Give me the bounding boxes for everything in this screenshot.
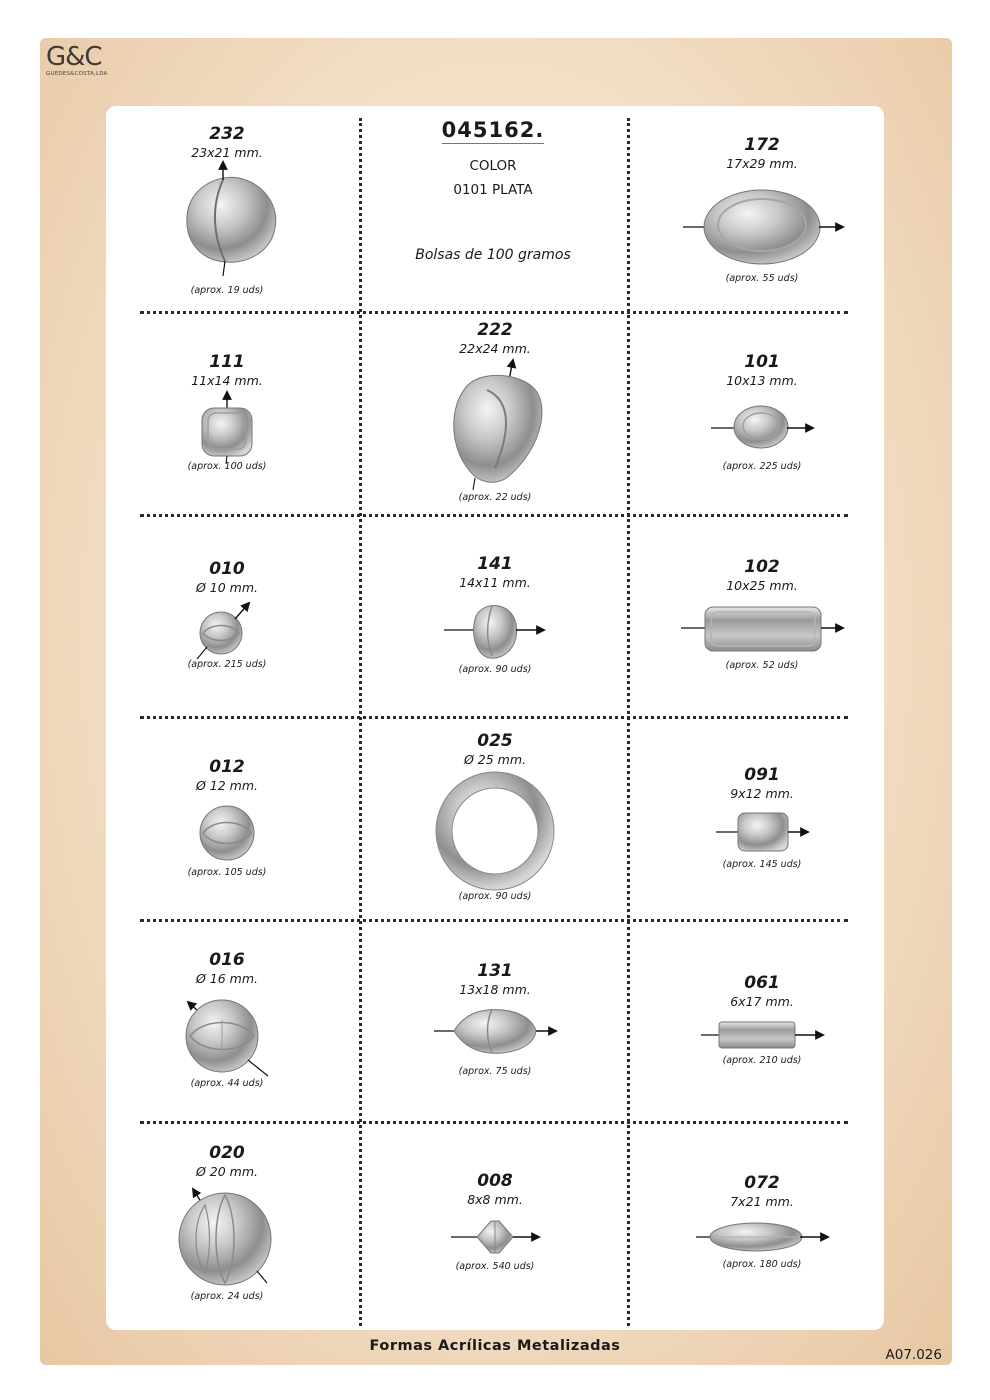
- item-quantity: (aprox. 215 uds): [187, 659, 267, 670]
- item-code: 102: [744, 557, 780, 577]
- bead-heart-icon: [364, 358, 626, 488]
- bead-bar-icon: [631, 1017, 893, 1053]
- item-quantity: (aprox. 100 uds): [187, 461, 267, 472]
- item-quantity: (aprox. 75 uds): [458, 1066, 532, 1077]
- logo-subtitle: GUEDES&COSTA,LDA: [46, 71, 108, 77]
- logo-mark: G&C: [46, 42, 102, 72]
- item-size: 23x21 mm.: [191, 145, 263, 160]
- item-020: [96, 1143, 358, 1318]
- item-size: 10x13 mm.: [726, 373, 798, 388]
- color-value: 0101 PLATA: [453, 182, 533, 198]
- bead-ring-icon: [364, 773, 626, 889]
- item-quantity: (aprox. 22 uds): [458, 492, 532, 503]
- item-size: 14x11 mm.: [459, 575, 531, 590]
- row-divider: [140, 311, 848, 314]
- item-code: 172: [744, 135, 780, 155]
- item-size: Ø 25 mm.: [463, 752, 527, 767]
- item-size: 6x17 mm.: [730, 994, 794, 1009]
- item-code: 020: [209, 1143, 245, 1163]
- bead-teardrop-icon: [364, 594, 626, 666]
- color-label: COLOR: [469, 158, 517, 174]
- item-quantity: (aprox. 105 uds): [187, 867, 267, 878]
- bead-rice-icon: [631, 1217, 893, 1257]
- item-size: Ø 16 mm.: [195, 971, 259, 986]
- catalog-title: Formas Acrílicas Metalizadas: [369, 1338, 621, 1354]
- row-divider: [140, 514, 848, 517]
- item-code: 061: [744, 973, 780, 993]
- bead-round-medium-icon: [96, 803, 358, 863]
- item-010: [96, 559, 358, 714]
- item-016: [96, 950, 358, 1115]
- item-025: [364, 731, 626, 916]
- item-code: 131: [477, 961, 513, 981]
- item-quantity: (aprox. 55 uds): [725, 273, 799, 284]
- bead-round-small-icon: [96, 599, 358, 665]
- bead-oval-icon: [631, 183, 893, 273]
- item-008: [364, 1171, 626, 1311]
- bead-tube-icon: [631, 599, 893, 655]
- item-quantity: (aprox. 210 uds): [722, 1055, 802, 1066]
- item-size: 11x14 mm.: [191, 373, 263, 388]
- product-header: [362, 118, 624, 263]
- brand-logo: [46, 44, 126, 78]
- item-code: 232: [209, 124, 245, 144]
- item-172: [631, 135, 893, 305]
- bead-bicone-icon: [364, 1215, 626, 1259]
- item-size: Ø 10 mm.: [195, 580, 259, 595]
- item-size: 17x29 mm.: [726, 156, 798, 171]
- item-quantity: (aprox. 90 uds): [458, 891, 532, 902]
- item-101: [631, 352, 893, 512]
- item-code: 072: [744, 1173, 780, 1193]
- item-size: 13x18 mm.: [459, 982, 531, 997]
- item-code: 101: [744, 352, 780, 372]
- product-reference: 045162.: [441, 118, 545, 142]
- item-quantity: (aprox. 90 uds): [458, 664, 532, 675]
- item-code: 016: [209, 950, 245, 970]
- column-divider: [627, 118, 630, 1326]
- item-code: 012: [209, 757, 245, 777]
- row-divider: [140, 1121, 848, 1124]
- bead-barrel-icon: [631, 809, 893, 855]
- item-quantity: (aprox. 540 uds): [455, 1261, 535, 1272]
- item-size: 8x8 mm.: [467, 1192, 523, 1207]
- bead-nugget-icon: [96, 166, 358, 266]
- item-131: [364, 961, 626, 1111]
- item-size: 22x24 mm.: [459, 341, 531, 356]
- item-size: 9x12 mm.: [730, 786, 794, 801]
- row-divider: [140, 919, 848, 922]
- item-102: [631, 557, 893, 712]
- item-code: 141: [477, 554, 513, 574]
- item-012: [96, 757, 358, 912]
- item-232: [96, 124, 358, 304]
- item-091: [631, 765, 893, 915]
- item-quantity: (aprox. 145 uds): [722, 859, 802, 870]
- item-quantity: (aprox. 52 uds): [725, 660, 799, 671]
- item-code: 025: [477, 731, 513, 751]
- item-222: [364, 320, 626, 510]
- column-divider: [359, 118, 362, 1326]
- row-divider: [140, 716, 848, 719]
- item-quantity: (aprox. 19 uds): [190, 285, 264, 296]
- item-size: 10x25 mm.: [726, 578, 798, 593]
- item-quantity: (aprox. 44 uds): [190, 1078, 264, 1089]
- item-code: 222: [477, 320, 513, 340]
- item-quantity: (aprox. 225 uds): [722, 461, 802, 472]
- item-141: [364, 554, 626, 714]
- item-111: [96, 352, 358, 512]
- item-061: [631, 973, 893, 1113]
- item-072: [631, 1173, 893, 1313]
- item-code: 008: [477, 1171, 513, 1191]
- page-reference: A07.026: [885, 1347, 942, 1363]
- item-code: 091: [744, 765, 780, 785]
- bead-diamond-oval-icon: [364, 1003, 626, 1059]
- bead-small-oval-icon: [631, 400, 893, 456]
- item-code: 010: [209, 559, 245, 579]
- bead-round-large-icon: [96, 990, 358, 1086]
- item-size: Ø 12 mm.: [195, 778, 259, 793]
- item-quantity: (aprox. 180 uds): [722, 1259, 802, 1270]
- bead-cushion-icon: [96, 390, 358, 465]
- item-code: 111: [209, 352, 245, 372]
- item-quantity: (aprox. 24 uds): [190, 1291, 264, 1302]
- item-size: Ø 20 mm.: [195, 1164, 259, 1179]
- bead-round-xl-icon: [96, 1183, 358, 1293]
- item-size: 7x21 mm.: [730, 1194, 794, 1209]
- packaging-note: Bolsas de 100 gramos: [415, 247, 571, 263]
